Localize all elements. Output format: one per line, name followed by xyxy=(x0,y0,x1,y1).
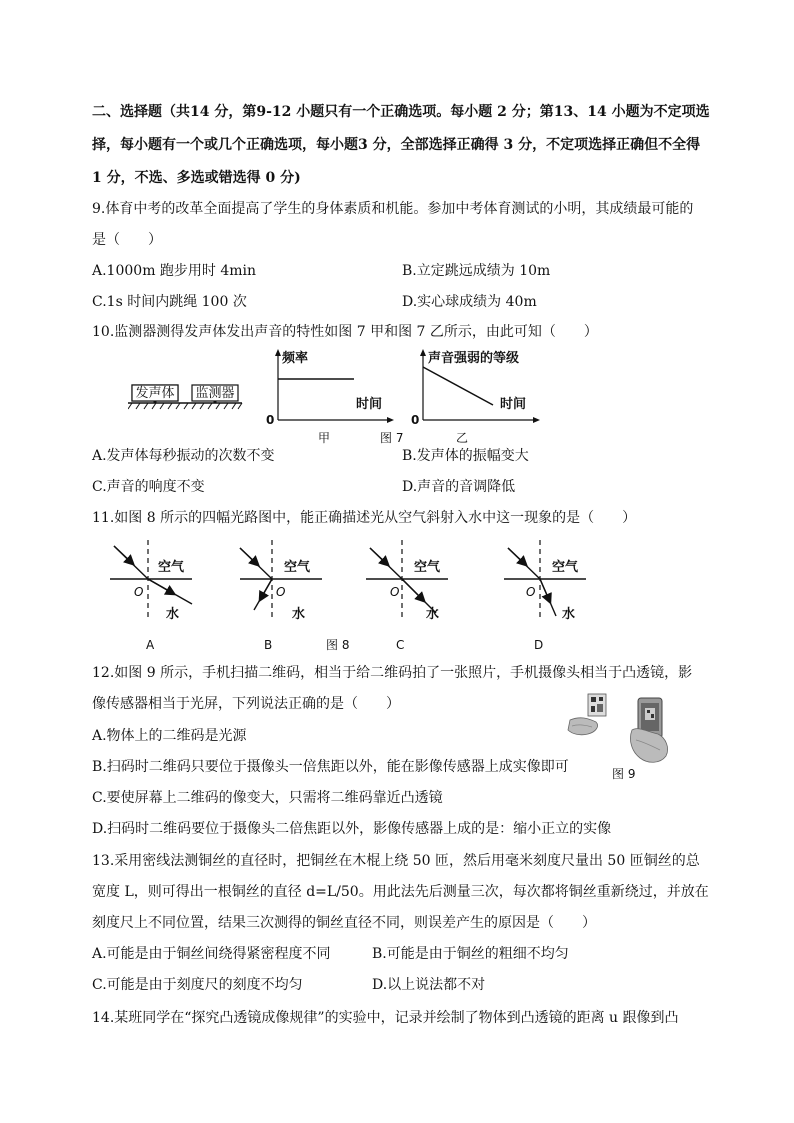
q11-stem: 11.如图 8 所示的四幅光路图中，能正确描述光从空气斜射入水中这一现象的是（ ） xyxy=(92,510,637,526)
option-label-d: D xyxy=(534,638,544,652)
q9-option-a: A.1000m 跑步用时 4min xyxy=(92,263,257,279)
caption-a: 甲 xyxy=(318,431,331,445)
point-label-b: O xyxy=(276,585,286,599)
q12-stem-line-1: 12.如图 9 所示，手机扫描二维码，相当于给二维码拍了一张照片，手机摄像头相当于凸透镜，影 xyxy=(92,665,693,681)
figure-9-phone-scanning-qr-code xyxy=(566,690,686,788)
water-label-d: 水 xyxy=(562,607,576,622)
option-label-b: B xyxy=(264,638,273,652)
monitor-label: 监测器 xyxy=(195,386,235,401)
q13-option-a: A.可能是由于铜丝间绕得紧密程度不同 xyxy=(92,946,331,962)
water-label-b: 水 xyxy=(292,607,306,622)
section-title-line-2: 择，每小题有一个或几个正确选项，每小题3 分，全部选择正确得 3 分，不定项选择正确但不全得 xyxy=(92,137,701,153)
chart-a-xlabel: 时间 xyxy=(356,397,383,412)
q12-option-d: D.扫码时二维码要位于摄像头二倍焦距以外，影像传感器上成的是：缩小正立的实像 xyxy=(92,821,612,837)
chart-b-xlabel: 时间 xyxy=(500,397,527,412)
point-label-c: O xyxy=(390,585,400,599)
q9-stem-line-1: 9.体育中考的改革全面提高了学生的身体素质和机能。参加中考体育测试的小明，其成绩最可能的 xyxy=(92,201,694,217)
figure-9-caption: 图 9 xyxy=(612,767,636,781)
chart-a-ylabel: 频率 xyxy=(282,351,309,366)
section-title-line-3: 1 分，不选、多选或错选得 0 分) xyxy=(92,170,301,186)
caption-b: 乙 xyxy=(456,431,469,445)
chart-b-ylabel: 声音强弱的等级 xyxy=(428,351,520,366)
q13-option-d: D.以上说法都不对 xyxy=(372,977,486,993)
q10-option-c: C.声音的响度不变 xyxy=(92,479,205,495)
point-label-d: O xyxy=(526,585,536,599)
ray-diagram-d xyxy=(504,540,586,652)
q12-option-a: A.物体上的二维码是光源 xyxy=(92,728,247,744)
q9-option-c: C.1s 时间内跳绳 100 次 xyxy=(92,294,247,310)
q9-option-b: B.立定跳远成绩为 10m xyxy=(402,263,551,279)
air-label-d: 空气 xyxy=(552,560,579,575)
figure-8 xyxy=(100,538,600,654)
q10-stem: 10.监测器测得发声体发出声音的特性如图 7 甲和图 7 乙所示，由此可知（ ） xyxy=(92,324,598,340)
q13-stem-line-1: 13.采用密线法测铜丝的直径时，把铜丝在木棍上绕 50 匝，然后用毫米刻度尺量出 50 匝铜丝的总 xyxy=(92,853,700,869)
figure-7 xyxy=(128,345,548,445)
chart-frequency xyxy=(266,349,394,427)
figure-7-caption: 图 7 xyxy=(380,431,404,445)
q9-stem-line-2: 是（ ） xyxy=(92,232,162,248)
loudness-line xyxy=(423,367,493,405)
sound-source-label: 发声体 xyxy=(135,386,175,401)
option-label-a: A xyxy=(146,638,155,652)
q13-option-b: B.可能是由于铜丝的粗细不均匀 xyxy=(372,946,569,962)
q10-option-b: B.发声体的振幅变大 xyxy=(402,448,529,464)
option-label-c: C xyxy=(396,638,405,652)
point-label-a: O xyxy=(134,585,144,599)
ray-diagram-a xyxy=(110,540,192,652)
q10-option-a: A.发声体每秒振动的次数不变 xyxy=(92,448,275,464)
section-title-line-1: 二、选择题（共14 分，第9-12 小题只有一个正确选项。每小题 2 分；第13、14 小题为不定项选 xyxy=(92,104,710,120)
q13-stem-line-3: 刻度尺上不同位置，结果三次测得的铜丝直径不同，则误差产生的原因是（ ） xyxy=(92,915,596,931)
water-label-a: 水 xyxy=(166,607,180,622)
chart-loudness xyxy=(411,349,540,427)
ray-diagram-b xyxy=(240,540,322,652)
water-label-c: 水 xyxy=(426,607,440,622)
q14-stem-line-1: 14.某班同学在“探究凸透镜成像规律”的实验中，记录并绘制了物体到凸透镜的距离 u 跟像到凸 xyxy=(92,1010,679,1026)
chart-a-origin: 0 xyxy=(266,413,275,427)
ray-diagram-c xyxy=(366,540,448,652)
air-label-a: 空气 xyxy=(158,560,185,575)
q10-option-d: D.声音的音调降低 xyxy=(402,479,516,495)
air-label-c: 空气 xyxy=(414,560,441,575)
q12-option-b: B.扫码时二维码只要位于摄像头一倍焦距以外，能在影像传感器上成实像即可 xyxy=(92,759,569,775)
q12-stem-line-2: 像传感器相当于光屏，下列说法正确的是（ ） xyxy=(92,696,400,712)
q9-option-d: D.实心球成绩为 40m xyxy=(402,294,537,310)
air-label-b: 空气 xyxy=(284,560,311,575)
figure-8-caption: 图 8 xyxy=(326,638,350,652)
q13-stem-line-2: 宽度 L，则可得出一根铜丝的直径 d=L/50。用此法先后测量三次，每次都将铜丝重新绕过，并放在 xyxy=(92,884,709,900)
chart-b-origin: 0 xyxy=(411,413,420,427)
q13-option-c: C.可能是由于刻度尺的刻度不均匀 xyxy=(92,977,303,993)
qr-code-image xyxy=(588,694,606,716)
q12-option-c: C.要使屏幕上二维码的像变大，只需将二维码靠近凸透镜 xyxy=(92,790,443,806)
